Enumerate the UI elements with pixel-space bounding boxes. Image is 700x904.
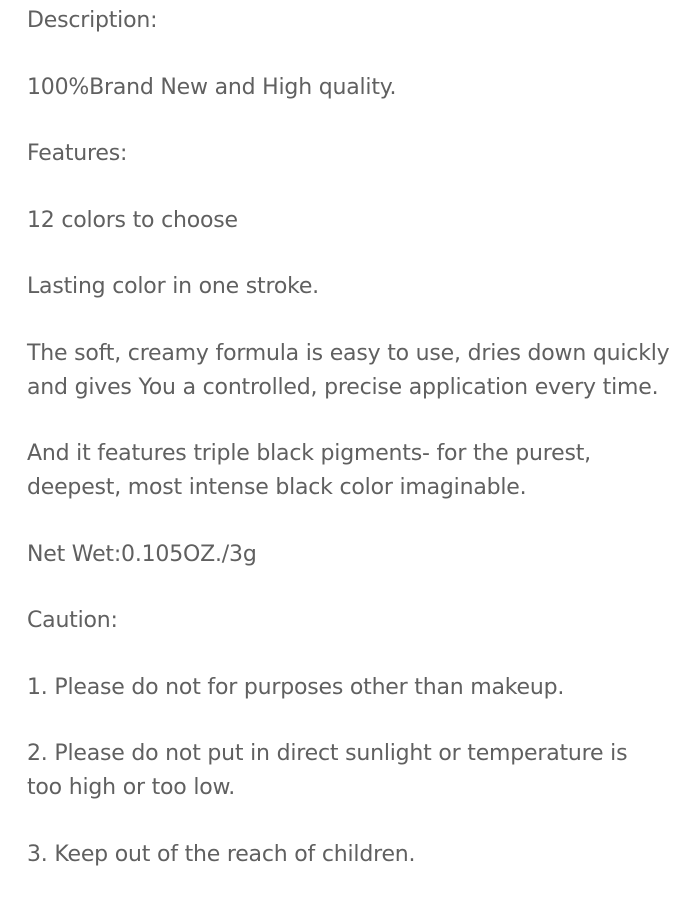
caution-item-2: [27, 737, 687, 805]
product-description: [27, 4, 687, 904]
feature-lasting: Lasting color in one stroke.: [27, 274, 319, 299]
caution-item-2-line: too high or too low.: [27, 775, 236, 800]
caution-item-2-line: 2. Please do not put in direct sunlight or temperature is: [27, 741, 628, 766]
caution-heading: Caution:: [27, 608, 118, 633]
description-text: 100%Brand New and High quality.: [27, 74, 397, 100]
feature-formula: [27, 337, 687, 405]
feature-pigment-line: deepest, most intense black color imaginable.: [27, 475, 527, 500]
features-heading: Features:: [27, 141, 128, 166]
description-heading: Description:: [27, 8, 158, 33]
feature-formula-line: and gives You a controlled, precise application every time.: [27, 374, 659, 400]
caution-item-3: 3. Keep out of the reach of children.: [27, 841, 416, 867]
feature-pigment-line: And it features triple black pigments- for the purest,: [27, 441, 591, 466]
net-weight: Net Wet:0.105OZ./3g: [27, 541, 257, 567]
caution-item-1: 1. Please do not for purposes other than makeup.: [27, 674, 565, 700]
feature-pigment: [27, 437, 687, 505]
feature-formula-line: The soft, creamy formula is easy to use, dries down quickly: [27, 340, 670, 366]
feature-colors: 12 colors to choose: [27, 207, 238, 233]
